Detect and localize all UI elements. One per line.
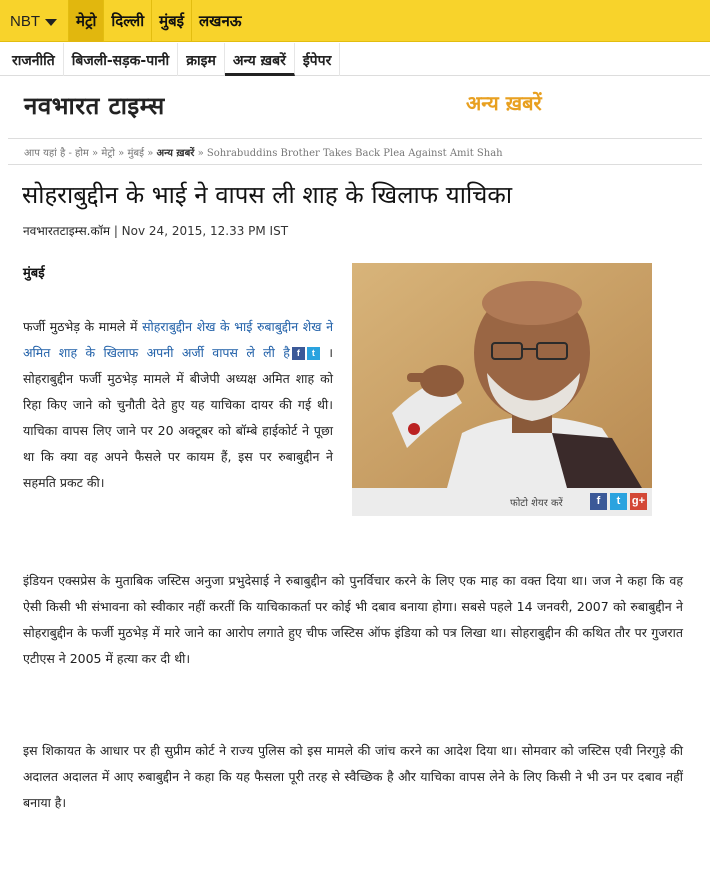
nav-crime[interactable]: क्राइम	[178, 43, 225, 76]
masthead	[0, 77, 710, 137]
para-text: । सोहराबुद्दीन फर्जी मुठभेड़ मामले में बीजेपी अध्यक्ष अमित शाह को रिहा किए जाने को चुनौती देते हुए यह याचिका दायर की गई थी। याचिका वापस लिए जाने पर 20 अक्टूबर को बॉम्बे हाईकोर्ट ने पूछा था कि क्या वह अपने फैसले पर कायम हैं, इस पर रुबाबुद्दीन ने सहमति प्रकट की।	[23, 345, 333, 490]
section-title: अन्य ख़बरें	[466, 91, 542, 115]
nav-epaper[interactable]: ईपेपर	[295, 43, 341, 76]
nav-other-news[interactable]: अन्य ख़बरें	[225, 43, 295, 76]
breadcrumb	[24, 145, 503, 159]
city-tabs	[68, 0, 249, 42]
article-paragraph: इंडियन एक्सप्रेस के मुताबिक जस्टिस अनुजा प्रभुदेसाई ने रुबाबुद्दीन को पुनर्विचार करने के लिए एक माह का वक्त दिया था। जज ने कहा कि वह ऐसी किसी भी संभावना को स्वीकार नहीं करतीं कि याचिकाकर्ता पर कोई भी दबाव बनाया होगा। सबसे पहले 14 जनवरी, 2007 को रुबाबुद्दीन ने सोहराबुद्दीन के फर्जी मुठभेड़ में मारे जाने का आरोप लगाते हुए चीफ जस्टिस ऑफ इंडिया को पत्र लिखा था। सोहराबुद्दीन की कथित तौर पर गुजरात एटीएस ने 2005 में हत्या कर दी थी।	[23, 573, 683, 666]
facebook-icon[interactable]: f	[292, 347, 305, 360]
article-paragraph	[23, 314, 333, 496]
breadcrumb-article: » Sohrabuddins Brother Takes Back Plea Against Amit Shah	[194, 148, 503, 159]
tab-delhi[interactable]: दिल्ली	[103, 0, 151, 42]
nav-politics[interactable]: राजनीति	[4, 43, 64, 76]
tab-metro[interactable]: मेट्रो	[68, 0, 103, 42]
tab-mumbai[interactable]: मुंबई	[151, 0, 191, 42]
article-photo[interactable]	[352, 263, 652, 488]
photo-share-bar	[352, 488, 652, 516]
breadcrumb-current[interactable]: अन्य ख़बरें	[156, 148, 195, 159]
related-link[interactable]: सोहराबुद्दीन शेख के भाई रुबाबुद्दीन शेख ने अमित शाह के खिलाफ अपनी अर्जी वापस ले ली है	[23, 319, 334, 360]
twitter-icon[interactable]: t	[610, 493, 627, 510]
article-paragraph: इस शिकायत के आधार पर ही सुप्रीम कोर्ट ने राज्य पुलिस को इस मामले की जांच करने का आदेश दिया था। सोमवार को जस्टिस एवी निरगुड़े की अदालत अदालत में आए रुबाबुद्दीन ने कहा कि यह फैसला पूरी तरह से स्वैच्छिक है और याचिका वापस लेने के लिए किसी ने भी उन पर दबाव नहीं बनाया है।	[23, 743, 683, 810]
article-headline: सोहराबुद्दीन के भाई ने वापस ली शाह के खिलाफ याचिका	[22, 181, 513, 209]
tab-lucknow[interactable]: लखनऊ	[191, 0, 249, 42]
divider	[8, 138, 702, 139]
dateline-location: मुंबई	[23, 266, 45, 281]
divider	[8, 164, 702, 165]
breadcrumb-path[interactable]: आप यहां है - होम » मेट्रो » मुंबई »	[24, 148, 157, 159]
site-logo[interactable]: नवभारत टाइम्स	[24, 92, 165, 120]
top-nav-bar	[0, 0, 710, 42]
nav-civic[interactable]: बिजली-सड़क-पानी	[64, 43, 178, 76]
byline-source: नवभारतटाइम्स.कॉम	[23, 224, 110, 238]
photo-share-label: फोटो शेयर करें	[510, 498, 563, 509]
nbt-label: NBT	[10, 13, 40, 30]
article-photo-image	[352, 263, 652, 488]
twitter-icon[interactable]: t	[307, 347, 320, 360]
byline	[23, 222, 288, 239]
section-nav	[0, 43, 710, 76]
byline-date: | Nov 24, 2015, 12.33 PM IST	[113, 224, 289, 238]
caret-down-icon	[45, 19, 57, 26]
nbt-menu-button[interactable]	[10, 13, 57, 30]
google-plus-icon[interactable]: g+	[630, 493, 647, 510]
facebook-icon[interactable]: f	[590, 493, 607, 510]
para-text: फर्जी मुठभेड़ के मामले में	[23, 319, 143, 334]
